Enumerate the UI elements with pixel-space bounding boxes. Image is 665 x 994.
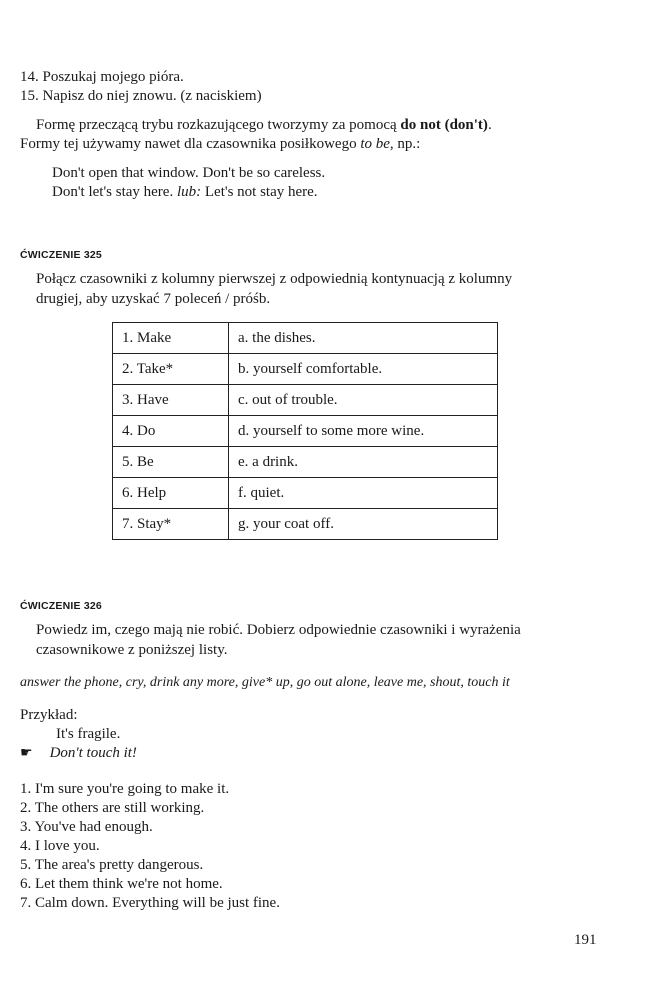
example-line-1: Don't open that window. Don't be so careless. <box>52 165 326 181</box>
table-row <box>113 416 498 447</box>
continuation-cell: b. yourself comfortable. <box>229 354 498 385</box>
example-answer-line: ☛ Don't touch it! <box>20 745 137 761</box>
list-item: 7. Calm down. Everything will be just fine. <box>20 895 280 911</box>
verb-cell: 1. Make <box>113 323 229 354</box>
continuation-cell: f. quiet. <box>229 478 498 509</box>
example-line-2: Don't let's stay here. lub: Let's not stay here. <box>52 184 318 200</box>
continuation-cell: g. your coat off. <box>229 509 498 540</box>
rule-line-1: Formę przeczącą trybu rozkazującego tworzymy za pomocą do not (don't). <box>36 117 492 133</box>
example-sentence: It's fragile. <box>56 726 121 742</box>
table-row <box>113 323 498 354</box>
exercise-325-instruction-1: Połącz czasowniki z kolumny pierwszej z odpowiednią kontynuacją z kolumny <box>36 271 513 287</box>
table-row <box>113 354 498 385</box>
matching-table <box>112 322 498 540</box>
exercise-325-heading: ĆWICZENIE 325 <box>20 249 102 261</box>
verb-cell: 3. Have <box>113 385 229 416</box>
example-label: Przykład: <box>20 707 78 723</box>
list-item: 5. The area's pretty dangerous. <box>20 857 204 873</box>
verb-cell: 4. Do <box>113 416 229 447</box>
top-item-15: 15. Napisz do niej znowu. (z naciskiem) <box>20 88 262 104</box>
list-item: 1. I'm sure you're going to make it. <box>20 781 230 797</box>
list-item: 3. You've had enough. <box>20 819 153 835</box>
table-row <box>113 385 498 416</box>
verb-cell: 6. Help <box>113 478 229 509</box>
rule-line-2: Formy tej używamy nawet dla czasownika posiłkowego to be, np.: <box>20 136 421 152</box>
table-row <box>113 478 498 509</box>
word-list: answer the phone, cry, drink any more, give* up, go out alone, leave me, shout, touch it <box>20 675 510 690</box>
continuation-cell: d. yourself to some more wine. <box>229 416 498 447</box>
exercise-326-instruction-1: Powiedz im, czego mają nie robić. Dobierz odpowiednie czasowniki i wyrażenia <box>36 622 521 638</box>
table-row <box>113 509 498 540</box>
page-number: 191 <box>574 932 597 948</box>
verb-cell: 2. Take* <box>113 354 229 385</box>
list-item: 4. I love you. <box>20 838 100 854</box>
continuation-cell: c. out of trouble. <box>229 385 498 416</box>
verb-cell: 5. Be <box>113 447 229 478</box>
list-item: 6. Let them think we're not home. <box>20 876 223 892</box>
list-item: 2. The others are still working. <box>20 800 205 816</box>
exercise-325-instruction-2: drugiej, aby uzyskać 7 poleceń / próśb. <box>36 291 271 307</box>
continuation-cell: a. the dishes. <box>229 323 498 354</box>
verb-cell: 7. Stay* <box>113 509 229 540</box>
pointing-hand-icon: ☛ <box>20 746 33 761</box>
continuation-cell: e. a drink. <box>229 447 498 478</box>
top-item-14: 14. Poszukaj mojego pióra. <box>20 69 184 85</box>
exercise-326-instruction-2: czasownikowe z poniższej listy. <box>36 642 228 658</box>
exercise-326-heading: ĆWICZENIE 326 <box>20 600 102 612</box>
table-row <box>113 447 498 478</box>
